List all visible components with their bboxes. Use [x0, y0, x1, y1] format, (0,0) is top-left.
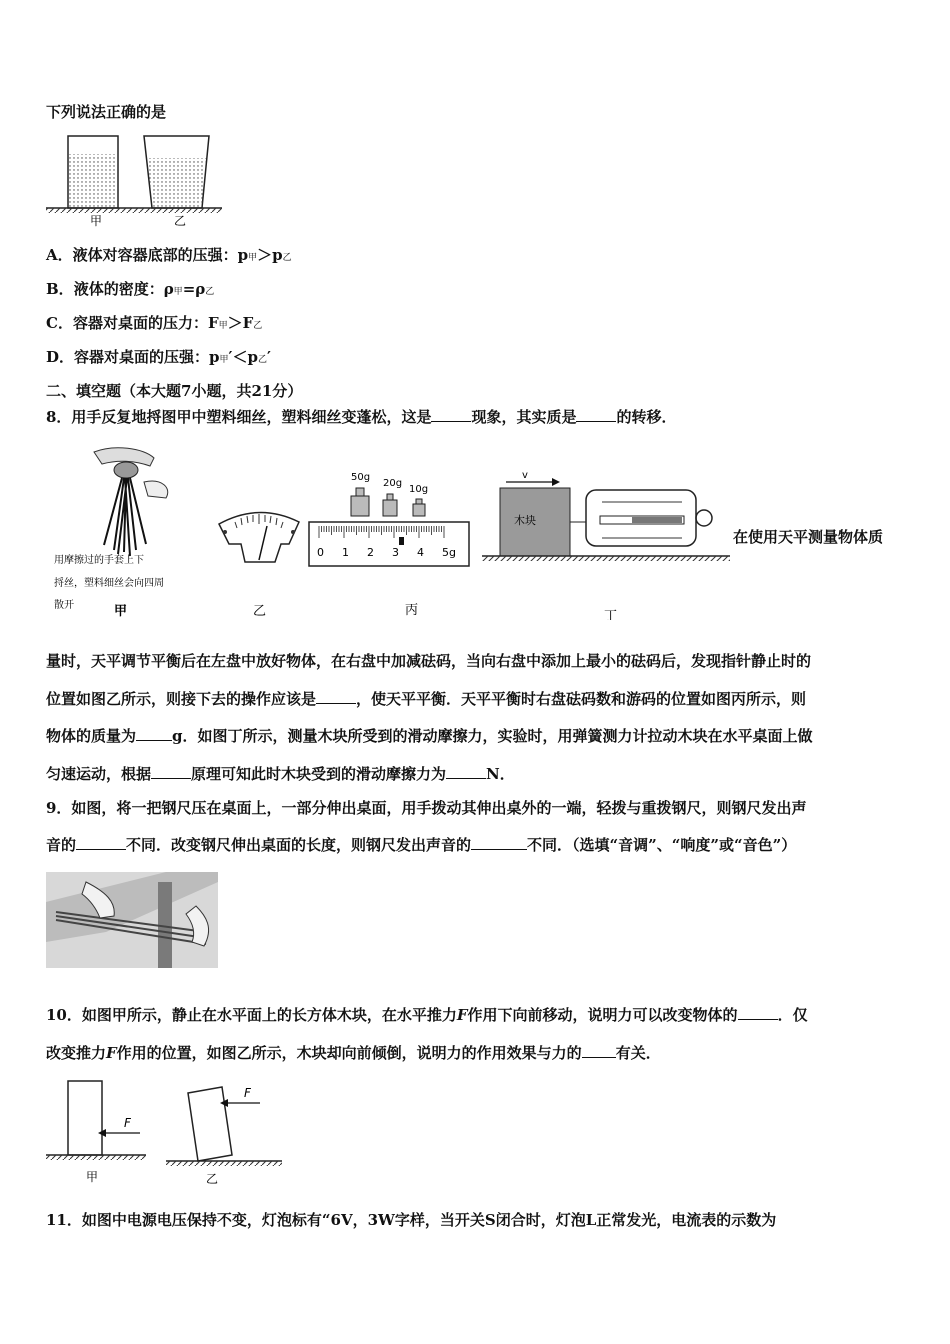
q8-jia-caption-l1: 用摩擦过的手套上下	[54, 555, 144, 566]
q7-option-c[interactable]: C．容器对桌面的压力：F甲＞F乙	[46, 314, 263, 332]
section-heading: 二、填空题（本大题7小题，共21分）	[46, 382, 303, 400]
q8-ruler-5: 5g	[442, 546, 456, 559]
q10-fig-label-yi: 乙	[206, 1172, 219, 1186]
q8-blank-1[interactable]	[431, 407, 471, 422]
q8-line2: 量时，天平调节平衡后在左盘中放好物体，在右盘中加减砝码，当向右盘中添加上最小的砝码后，发现指针静止时的	[46, 652, 812, 670]
q8-line5: 匀速运动，根据 原理可知此时木块受到的滑动摩擦力为 N．	[46, 765, 515, 783]
q8-ruler-3: 3	[392, 546, 399, 559]
q10-figure	[46, 1075, 286, 1187]
q8-weight-50g: 50g	[351, 472, 371, 483]
q10-blank-2[interactable]	[582, 1043, 616, 1058]
q8-velocity-label: v	[522, 470, 528, 481]
q7-option-b[interactable]: B．液体的密度：ρ甲=ρ乙	[46, 280, 215, 298]
q8-figure-jia	[54, 440, 204, 620]
q8-blank-6[interactable]	[446, 764, 486, 779]
q8-fig-label-jia: 甲	[114, 604, 128, 619]
q8-figure-bing	[305, 466, 475, 620]
q7-option-d[interactable]: D．容器对桌面的压强：p甲′＜p乙′	[46, 348, 271, 366]
q8-block-label: 木块	[514, 514, 536, 527]
q11-line1: 11．如图中电源电压保持不变，灯泡标有“6V，3W字样，当开关S闭合时，灯泡L正常发光，电流表的示数为	[46, 1211, 777, 1229]
q10-fig-label-jia: 甲	[86, 1170, 99, 1184]
q7-option-a[interactable]: A．液体对容器底部的压强：p甲＞p乙	[46, 246, 292, 264]
q10-blank-1[interactable]	[738, 1005, 778, 1020]
q10-line1: 10．如图甲所示，静止在水平面上的长方体木块，在水平推力F作用下向前移动，说明力可以改变物体的 ．仅	[46, 1006, 808, 1024]
q8-fig-label-ding: 丁	[604, 609, 618, 620]
q8-ruler-2: 2	[367, 546, 374, 559]
q8-blank-3[interactable]	[316, 689, 356, 704]
q8-blank-2[interactable]	[576, 407, 616, 422]
q7-fig-label-yi: 乙	[174, 214, 187, 228]
q8-blank-4[interactable]	[136, 726, 172, 741]
q8-ruler-1: 1	[342, 546, 349, 559]
q8-fig-label-yi: 乙	[253, 604, 267, 619]
q8-line1: 8．用手反复地捋图甲中塑料细丝，塑料细丝变蓬松，这是 现象，其实质是 的转移．	[46, 408, 677, 426]
q10-force-label-jia: F	[124, 1116, 131, 1130]
q8-figure-yi	[215, 500, 305, 620]
q9-figure-ruler-on-table	[46, 872, 218, 968]
q9-line2: 音的 不同．改变钢尺伸出桌面的长度，则钢尺发出声音的 不同．（选填“音调”、“响度”或“音色”）	[46, 836, 797, 854]
q8-weight-10g: 10g	[409, 484, 429, 495]
q9-blank-1[interactable]	[76, 835, 126, 850]
q9-line1: 9．如图，将一把钢尺压在桌面上，一部分伸出桌面，用手拨动其伸出桌外的一端，轻拨与重拨钢尺，则钢尺发出声	[46, 799, 807, 817]
q8-blank-5[interactable]	[151, 764, 191, 779]
q8-line3: 位置如图乙所示，则接下去的操作应该是 ，使天平平衡．天平平衡时右盘砝码数和游码的位置如图丙所示，则	[46, 690, 807, 708]
q10-line2: 改变推力F作用的位置，如图乙所示，木块却向前倾倒，说明力的作用效果与力的 有关．	[46, 1044, 661, 1062]
q8-fig-label-bing: 丙	[405, 603, 419, 618]
q8-jia-caption-l3: 散开	[54, 600, 74, 611]
q8-ruler-0: 0	[317, 546, 324, 559]
q8-figure-ding	[482, 466, 730, 620]
q8-ruler-4: 4	[417, 546, 424, 559]
q8-jia-caption-l2: 捋丝，塑料细丝会向四周	[54, 578, 164, 589]
q8-weight-20g: 20g	[383, 478, 403, 489]
q7-stem: 下列说法正确的是	[46, 103, 167, 121]
q8-side-text: 在使用天平测量物体质	[733, 528, 884, 546]
q10-force-label-yi: F	[244, 1086, 251, 1100]
q7-figure	[44, 128, 224, 228]
q7-fig-label-jia: 甲	[90, 214, 103, 228]
q9-blank-2[interactable]	[471, 835, 527, 850]
q8-line4: 物体的质量为 g．如图丁所示，测量木块所受到的滑动摩擦力，实验时，用弹簧测力计拉动木块在水平桌面上做	[46, 727, 813, 745]
